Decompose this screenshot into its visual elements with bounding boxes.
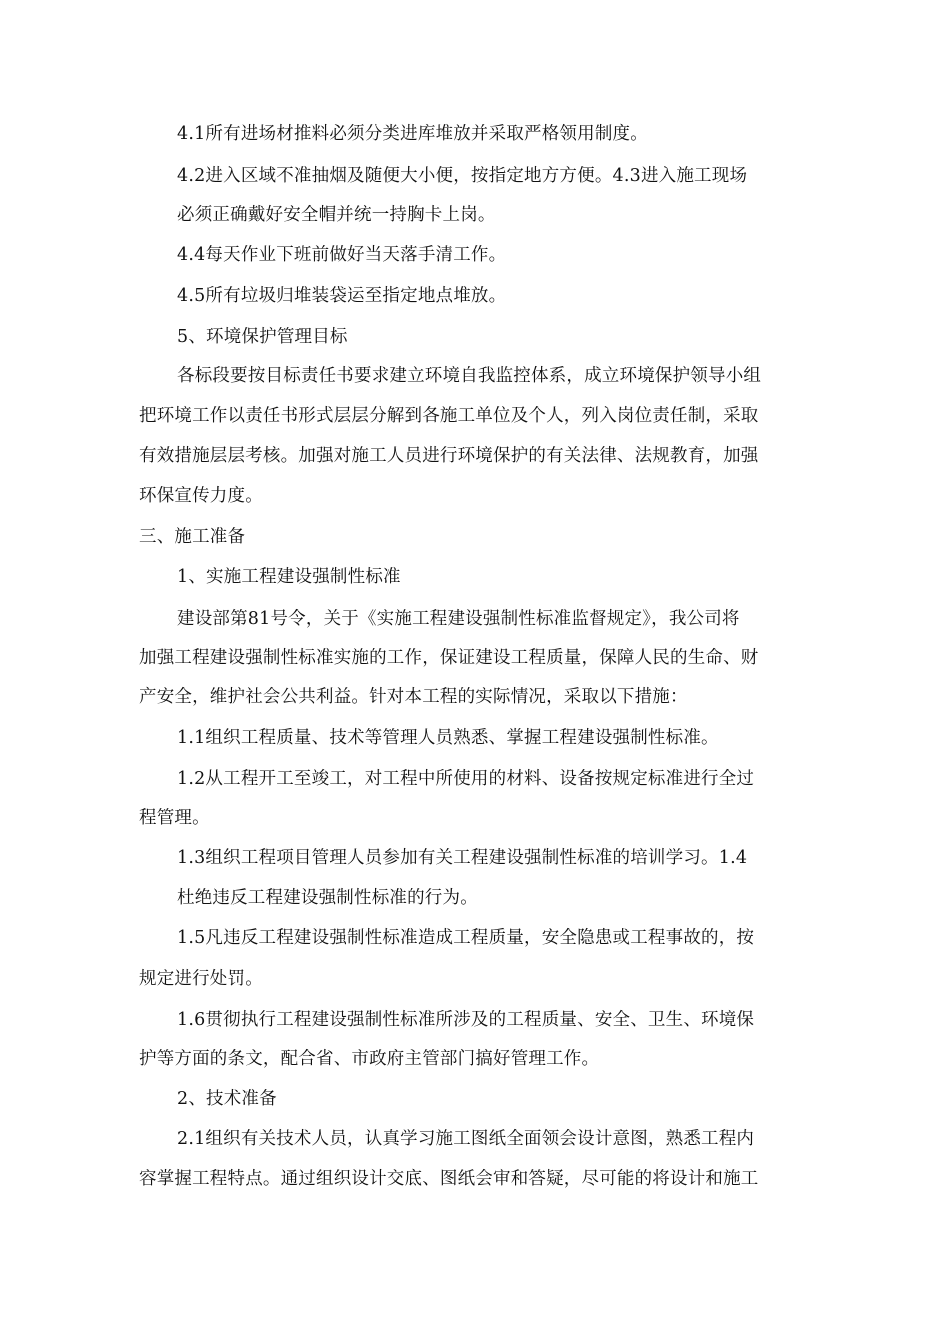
text-line: 1.6贯彻执行工程建设强制性标准所涉及的工程质量、安全、卫生、环境保 xyxy=(177,1010,755,1030)
text-line: 4.5所有垃圾归堆装袋运至指定地点堆放。 xyxy=(177,286,507,306)
text-line: 1.5凡违反工程建设强制性标准造成工程质量，安全隐患或工程事故的，按 xyxy=(177,928,755,948)
text-line: 有效措施层层考核。加强对施工人员进行环境保护的有关法律、法规教育，加强 xyxy=(139,446,759,466)
text-line: 规定进行处罚。 xyxy=(139,969,263,989)
text-line: 程管理。 xyxy=(139,808,210,828)
text-line: 把环境工作以责任书形式层层分解到各施工单位及个人，列入岗位责任制，采取 xyxy=(139,406,759,426)
text-line: 4.1所有进场材推料必须分类进库堆放并采取严格领用制度。 xyxy=(177,124,648,144)
text-line: 产安全，维护社会公共利益。针对本工程的实际情况，采取以下措施： xyxy=(139,687,688,707)
section-heading: 5、环境保护管理目标 xyxy=(177,327,348,347)
section-heading: 1、实施工程建设强制性标准 xyxy=(177,567,401,587)
text-line: 加强工程建设强制性标准实施的工作，保证建设工程质量，保障人民的生命、财 xyxy=(139,648,759,668)
text-line: 4.2进入区域不准抽烟及随便大小便，按指定地方方便。4.3进入施工现场 xyxy=(177,166,748,186)
text-line: 环保宣传力度。 xyxy=(139,486,263,506)
text-line: 容掌握工程特点。通过组织设计交底、图纸会审和答疑，尽可能的将设计和施工 xyxy=(139,1169,759,1189)
text-line: 1.2从工程开工至竣工，对工程中所使用的材料、设备按规定标准进行全过 xyxy=(177,769,755,789)
text-line: 护等方面的条文，配合省、市政府主管部门搞好管理工作。 xyxy=(139,1049,600,1069)
text-line: 1.3组织工程项目管理人员参加有关工程建设强制性标准的培训学习。1.4 xyxy=(177,848,748,868)
text-line: 2.1组织有关技术人员，认真学习施工图纸全面领会设计意图，熟悉工程内 xyxy=(177,1129,755,1149)
chapter-heading: 三、施工准备 xyxy=(139,527,246,547)
section-heading: 2、技术准备 xyxy=(177,1089,277,1109)
text-line: 杜绝违反工程建设强制性标准的行为。 xyxy=(177,888,478,908)
text-line: 必须正确戴好安全帽并统一持胸卡上岗。 xyxy=(177,205,496,225)
text-line: 4.4每天作业下班前做好当天落手清工作。 xyxy=(177,245,507,265)
text-line: 1.1组织工程质量、技术等管理人员熟悉、掌握工程建设强制性标准。 xyxy=(177,728,719,748)
text-line: 建设部第81号令，关于《实施工程建设强制性标准监督规定》，我公司将 xyxy=(177,609,740,629)
text-line: 各标段要按目标责任书要求建立环境自我监控体系，成立环境保护领导小组 xyxy=(177,366,762,386)
